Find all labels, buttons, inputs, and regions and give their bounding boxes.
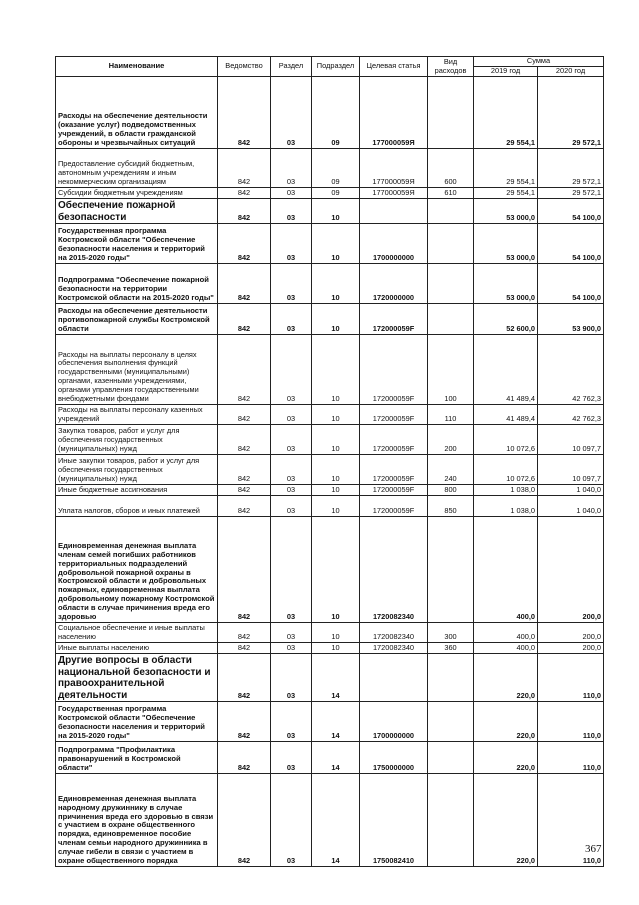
- header-year-2019: 2019 год: [474, 67, 538, 77]
- row-name: Единовременная денежная выплата народному дружиннику в случае причинения вреда его здоровью в связи с участием в охране общественного порядка, единовременное пособие членам семьи народного дружинника в случае гибели в связи с участием в охране общественного порядка: [56, 774, 218, 867]
- row-vid-raskhodov: 600: [428, 149, 474, 188]
- header-vid-raskhodov: Вид расходов: [428, 57, 474, 77]
- row-vedomstvo: 842: [218, 149, 271, 188]
- row-sum-2019: 10 072,6: [474, 425, 538, 455]
- row-name: Другие вопросы в области национальной безопасности и правоохранительной деятельности: [56, 654, 218, 702]
- row-razdel: 03: [271, 188, 312, 199]
- row-podrazdel: 09: [312, 188, 360, 199]
- row-razdel: 03: [271, 702, 312, 742]
- row-name: Расходы на обеспечение деятельности противопожарной службы Костромской области: [56, 304, 218, 335]
- row-name: Государственная программа Костромской области "Обеспечение безопасности населения и территорий на 2015-2020 годы": [56, 224, 218, 264]
- row-sum-2019: 220,0: [474, 774, 538, 867]
- row-sum-2020: 200,0: [538, 517, 604, 623]
- row-name: Подпрограмма "Профилактика правонарушений в Костромской области": [56, 742, 218, 774]
- table-row: [56, 425, 604, 455]
- row-name: Иные закупки товаров, работ и услуг для обеспечения государственных (муниципальных) нужд: [56, 455, 218, 485]
- row-vid-raskhodov: [428, 224, 474, 264]
- row-name: Расходы на выплаты персоналу в целях обеспечения выполнения функций государственными (муниципальными) органами, казенными учреждениями, органами управления государственными внебюджетными фондами: [56, 335, 218, 405]
- row-vedomstvo: 842: [218, 654, 271, 702]
- row-vid-raskhodov: 360: [428, 643, 474, 654]
- row-celevaya-statya: 172000059F: [360, 405, 428, 425]
- table-row: [56, 188, 604, 199]
- row-celevaya-statya: [360, 199, 428, 224]
- row-celevaya-statya: 1700000000: [360, 702, 428, 742]
- row-vedomstvo: 842: [218, 485, 271, 496]
- row-vedomstvo: 842: [218, 455, 271, 485]
- row-podrazdel: 10: [312, 623, 360, 643]
- row-podrazdel: 14: [312, 702, 360, 742]
- page-number: 367: [585, 843, 602, 855]
- row-celevaya-statya: 177000059Я: [360, 77, 428, 149]
- row-podrazdel: 10: [312, 199, 360, 224]
- row-razdel: 03: [271, 405, 312, 425]
- row-razdel: 03: [271, 264, 312, 304]
- row-podrazdel: 10: [312, 224, 360, 264]
- row-sum-2020: 10 097,7: [538, 425, 604, 455]
- row-celevaya-statya: 177000059Я: [360, 149, 428, 188]
- row-sum-2019: 400,0: [474, 643, 538, 654]
- row-sum-2020: 42 762,3: [538, 405, 604, 425]
- row-sum-2020: 29 572,1: [538, 77, 604, 149]
- row-sum-2020: 42 762,3: [538, 335, 604, 405]
- row-sum-2019: 29 554,1: [474, 77, 538, 149]
- row-sum-2019: 41 489,4: [474, 335, 538, 405]
- row-sum-2019: 53 000,0: [474, 224, 538, 264]
- table-row: [56, 405, 604, 425]
- row-sum-2019: 29 554,1: [474, 149, 538, 188]
- row-sum-2020: 10 097,7: [538, 455, 604, 485]
- row-vid-raskhodov: [428, 199, 474, 224]
- row-name: Расходы на обеспечение деятельности (оказание услуг) подведомственных учреждений, в области гражданской обороны и чрезвычайных ситуаций: [56, 77, 218, 149]
- row-vedomstvo: 842: [218, 264, 271, 304]
- row-podrazdel: 10: [312, 496, 360, 517]
- row-vedomstvo: 842: [218, 335, 271, 405]
- row-sum-2020: 54 100,0: [538, 264, 604, 304]
- row-name: Подпрограмма "Обеспечение пожарной безопасности на территории Костромской области на 2015-2020 годы": [56, 264, 218, 304]
- row-celevaya-statya: 1750000000: [360, 742, 428, 774]
- row-razdel: 03: [271, 774, 312, 867]
- row-celevaya-statya: 1720082340: [360, 643, 428, 654]
- row-podrazdel: 10: [312, 425, 360, 455]
- table-row: [56, 304, 604, 335]
- header-celevaya-statya: Целевая статья: [360, 57, 428, 77]
- row-vid-raskhodov: 100: [428, 335, 474, 405]
- row-vedomstvo: 842: [218, 224, 271, 264]
- row-razdel: 03: [271, 77, 312, 149]
- row-vedomstvo: 842: [218, 517, 271, 623]
- row-vid-raskhodov: [428, 304, 474, 335]
- row-sum-2019: 52 600,0: [474, 304, 538, 335]
- row-vid-raskhodov: [428, 517, 474, 623]
- row-celevaya-statya: [360, 654, 428, 702]
- row-vid-raskhodov: [428, 742, 474, 774]
- row-name: Социальное обеспечение и иные выплаты населению: [56, 623, 218, 643]
- row-name: Предоставление субсидий бюджетным, автономным учреждениям и иным некоммерческим организациям: [56, 149, 218, 188]
- table-row: [56, 485, 604, 496]
- row-sum-2020: 110,0: [538, 702, 604, 742]
- row-sum-2020: 29 572,1: [538, 188, 604, 199]
- row-vedomstvo: 842: [218, 702, 271, 742]
- row-celevaya-statya: 177000059Я: [360, 188, 428, 199]
- row-sum-2020: 54 100,0: [538, 224, 604, 264]
- row-sum-2019: 220,0: [474, 654, 538, 702]
- row-podrazdel: 10: [312, 405, 360, 425]
- row-name: Закупка товаров, работ и услуг для обеспечения государственных (муниципальных) нужд: [56, 425, 218, 455]
- table-row: [56, 77, 604, 149]
- row-vid-raskhodov: [428, 774, 474, 867]
- row-celevaya-statya: 1700000000: [360, 224, 428, 264]
- row-podrazdel: 14: [312, 654, 360, 702]
- row-podrazdel: 10: [312, 455, 360, 485]
- table-row: [56, 702, 604, 742]
- table-row: [56, 224, 604, 264]
- row-name: Уплата налогов, сборов и иных платежей: [56, 496, 218, 517]
- row-vedomstvo: 842: [218, 405, 271, 425]
- row-name: Расходы на выплаты персоналу казенных учреждений: [56, 405, 218, 425]
- row-razdel: 03: [271, 654, 312, 702]
- row-name: Государственная программа Костромской области "Обеспечение безопасности населения и территорий на 2015-2020 годы": [56, 702, 218, 742]
- row-razdel: 03: [271, 335, 312, 405]
- row-celevaya-statya: 172000059F: [360, 455, 428, 485]
- row-name: Единовременная денежная выплата членам семей погибших работников территориальных подразделений добровольной пожарной охраны в Костромской области и добровольных пожарных, единовременная выплата добровольному пожарному Костромской области в случае причинения вреда его здоровью: [56, 517, 218, 623]
- row-sum-2020: 29 572,1: [538, 149, 604, 188]
- row-vid-raskhodov: [428, 654, 474, 702]
- row-name: Иные выплаты населению: [56, 643, 218, 654]
- header-podrazdel: Подраздел: [312, 57, 360, 77]
- row-vedomstvo: 842: [218, 188, 271, 199]
- row-vid-raskhodov: 240: [428, 455, 474, 485]
- row-name: Иные бюджетные ассигнования: [56, 485, 218, 496]
- row-razdel: 03: [271, 199, 312, 224]
- row-sum-2019: 400,0: [474, 517, 538, 623]
- row-sum-2020: 110,0: [538, 654, 604, 702]
- table-row: [56, 623, 604, 643]
- table-row: [56, 264, 604, 304]
- row-vedomstvo: 842: [218, 742, 271, 774]
- header-summa: Сумма: [474, 57, 604, 67]
- row-vid-raskhodov: [428, 264, 474, 304]
- row-celevaya-statya: 172000059F: [360, 485, 428, 496]
- row-sum-2019: 53 000,0: [474, 199, 538, 224]
- table-row: [56, 654, 604, 702]
- row-sum-2020: 200,0: [538, 643, 604, 654]
- row-vid-raskhodov: 800: [428, 485, 474, 496]
- row-sum-2019: 400,0: [474, 623, 538, 643]
- row-celevaya-statya: 1720082340: [360, 623, 428, 643]
- row-razdel: 03: [271, 742, 312, 774]
- row-sum-2019: 53 000,0: [474, 264, 538, 304]
- row-vedomstvo: 842: [218, 496, 271, 517]
- row-sum-2020: 1 040,0: [538, 496, 604, 517]
- row-podrazdel: 09: [312, 149, 360, 188]
- row-vid-raskhodov: 850: [428, 496, 474, 517]
- row-sum-2019: 1 038,0: [474, 485, 538, 496]
- row-sum-2019: 1 038,0: [474, 496, 538, 517]
- row-vedomstvo: 842: [218, 304, 271, 335]
- row-celevaya-statya: 172000059F: [360, 335, 428, 405]
- row-sum-2020: 54 100,0: [538, 199, 604, 224]
- table-row: [56, 335, 604, 405]
- row-razdel: 03: [271, 425, 312, 455]
- row-razdel: 03: [271, 517, 312, 623]
- row-razdel: 03: [271, 496, 312, 517]
- table-row: [56, 149, 604, 188]
- row-sum-2019: 220,0: [474, 702, 538, 742]
- row-vedomstvo: 842: [218, 425, 271, 455]
- table-row: [56, 643, 604, 654]
- row-razdel: 03: [271, 224, 312, 264]
- table-row: [56, 496, 604, 517]
- row-celevaya-statya: 172000059F: [360, 304, 428, 335]
- row-podrazdel: 10: [312, 517, 360, 623]
- row-podrazdel: 10: [312, 264, 360, 304]
- row-sum-2020: 53 900,0: [538, 304, 604, 335]
- row-razdel: 03: [271, 623, 312, 643]
- row-celevaya-statya: 1750082410: [360, 774, 428, 867]
- table-body: [56, 77, 604, 867]
- row-vedomstvo: 842: [218, 199, 271, 224]
- budget-table: [55, 56, 604, 867]
- row-sum-2020: 1 040,0: [538, 485, 604, 496]
- row-razdel: 03: [271, 485, 312, 496]
- header-year-2020: 2020 год: [538, 67, 604, 77]
- row-sum-2019: 220,0: [474, 742, 538, 774]
- row-podrazdel: 14: [312, 742, 360, 774]
- row-vid-raskhodov: 200: [428, 425, 474, 455]
- row-podrazdel: 10: [312, 335, 360, 405]
- row-podrazdel: 10: [312, 643, 360, 654]
- table-row: [56, 517, 604, 623]
- table-row: [56, 199, 604, 224]
- row-vedomstvo: 842: [218, 643, 271, 654]
- row-sum-2020: 110,0: [538, 742, 604, 774]
- row-razdel: 03: [271, 455, 312, 485]
- row-vid-raskhodov: 110: [428, 405, 474, 425]
- row-vid-raskhodov: 610: [428, 188, 474, 199]
- row-sum-2019: 10 072,6: [474, 455, 538, 485]
- row-sum-2019: 41 489,4: [474, 405, 538, 425]
- row-celevaya-statya: 1720082340: [360, 517, 428, 623]
- table-row: [56, 774, 604, 867]
- row-vid-raskhodov: [428, 702, 474, 742]
- row-podrazdel: 10: [312, 485, 360, 496]
- header-razdel: Раздел: [271, 57, 312, 77]
- row-celevaya-statya: 172000059F: [360, 425, 428, 455]
- row-celevaya-statya: 1720000000: [360, 264, 428, 304]
- row-name: Обеспечение пожарной безопасности: [56, 199, 218, 224]
- row-name: Субсидии бюджетным учреждениям: [56, 188, 218, 199]
- row-vedomstvo: 842: [218, 623, 271, 643]
- row-razdel: 03: [271, 643, 312, 654]
- row-vid-raskhodov: 300: [428, 623, 474, 643]
- row-vedomstvo: 842: [218, 774, 271, 867]
- table-row: [56, 455, 604, 485]
- row-podrazdel: 14: [312, 774, 360, 867]
- row-sum-2020: 110,0: [538, 774, 604, 867]
- row-vedomstvo: 842: [218, 77, 271, 149]
- row-vid-raskhodov: [428, 77, 474, 149]
- row-podrazdel: 10: [312, 304, 360, 335]
- row-sum-2019: 29 554,1: [474, 188, 538, 199]
- table-row: [56, 742, 604, 774]
- row-podrazdel: 09: [312, 77, 360, 149]
- header-name: Наименование: [56, 57, 218, 77]
- row-razdel: 03: [271, 149, 312, 188]
- row-celevaya-statya: 172000059F: [360, 496, 428, 517]
- row-razdel: 03: [271, 304, 312, 335]
- row-sum-2020: 200,0: [538, 623, 604, 643]
- header-vedomstvo: Ведомство: [218, 57, 271, 77]
